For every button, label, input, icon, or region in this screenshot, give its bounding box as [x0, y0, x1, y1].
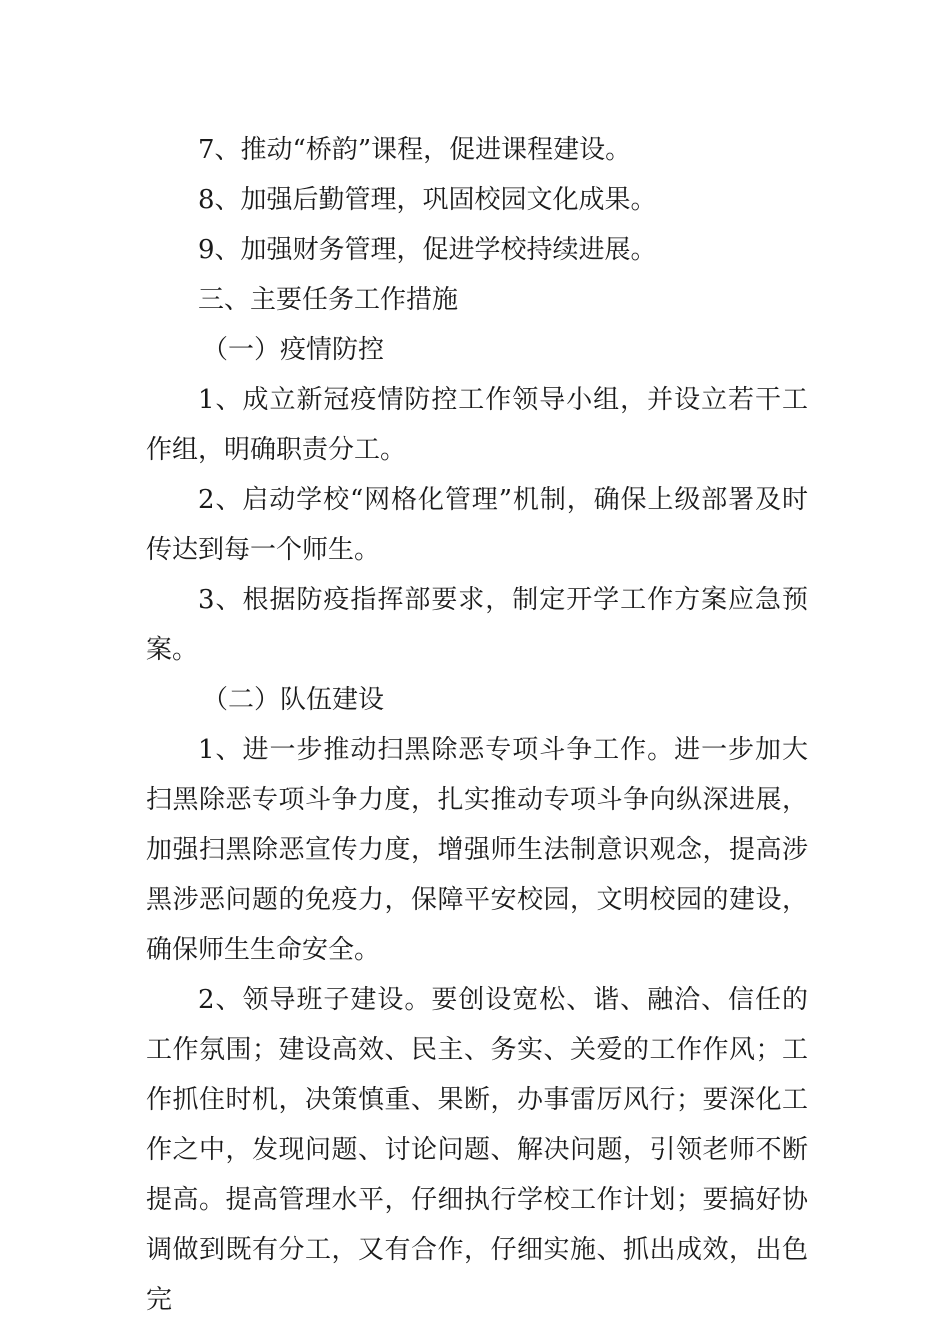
list-item: 1、进一步推动扫黑除恶专项斗争工作。进一步加大扫黑除恶专项斗争力度，扎实推动专项斗争向纵深进展，加强扫黑除恶宣传力度，增强师生法制意识观念，提高涉黑涉恶问题的免疫力，保障平安校园，文明校园的建设，确保师生生命安全。: [146, 735, 808, 965]
list-item: 9、加强财务管理，促进学校持续进展。: [198, 235, 657, 265]
list-item: 7、推动“桥韵”课程，促进课程建设。: [198, 135, 632, 165]
section-heading: 三、主要任务工作措施: [198, 285, 459, 315]
subsection-heading: （一）疫情防控: [202, 335, 385, 365]
list-item: 3、根据防疫指挥部要求，制定开学工作方案应急预案。: [146, 585, 808, 665]
list-item: 8、加强后勤管理，巩固校园文化成果。: [198, 185, 657, 215]
document-body: [146, 125, 808, 1325]
list-item: 2、启动学校“网格化管理”机制，确保上级部署及时传达到每一个师生。: [146, 485, 808, 565]
list-item: 2、领导班子建设。要创设宽松、谐、融洽、信任的工作氛围；建设高效、民主、务实、关爱的工作作风；工作抓住时机，决策慎重、果断，办事雷厉风行；要深化工作之中，发现问题、讨论问题、解决问题，引领老师不断提高。提高管理水平，仔细执行学校工作计划；要搞好协调做到既有分工，又有合作，仔细实施、抓出成效，出色完: [146, 985, 808, 1315]
subsection-heading: （二）队伍建设: [202, 685, 385, 715]
list-item: 1、成立新冠疫情防控工作领导小组，并设立若干工作组，明确职责分工。: [146, 385, 808, 465]
